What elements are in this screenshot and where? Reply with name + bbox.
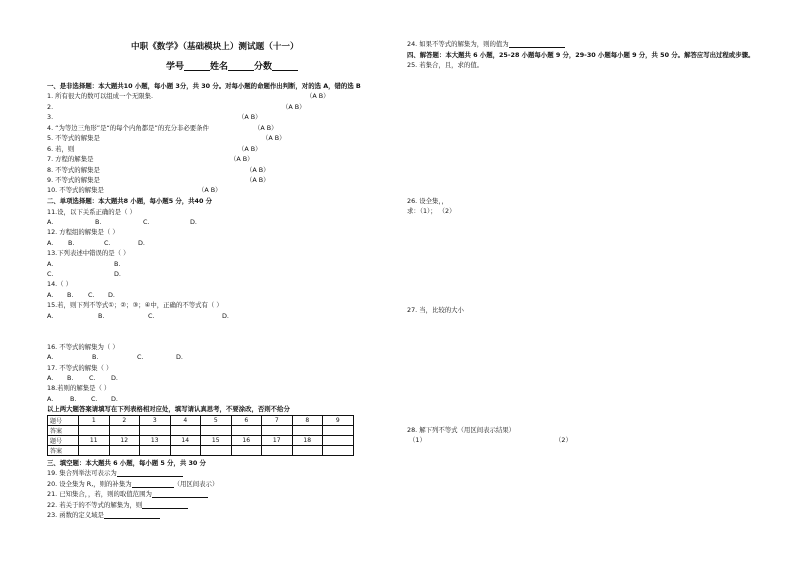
- answer-cell[interactable]: [79, 426, 110, 436]
- answer-table: [47, 415, 354, 456]
- question-11-option-d: D.: [190, 218, 197, 226]
- table-row: [48, 426, 354, 436]
- question-23: [47, 511, 160, 519]
- question-6: 6. 若，则: [47, 145, 75, 153]
- answer-cell[interactable]: [262, 426, 293, 436]
- question-28: 28. 解下列不等式（用区间表示结果）: [407, 426, 516, 434]
- question-26-line1: 26. 设全集，，: [407, 197, 448, 205]
- answer-cell[interactable]: [262, 446, 293, 456]
- question-5: 5. 不等式的解集是: [47, 134, 100, 142]
- student-no-blank[interactable]: [184, 63, 210, 71]
- table-row: [48, 416, 354, 426]
- table-cell: 1: [79, 416, 110, 426]
- question-19: [47, 469, 183, 477]
- table-cell: 3: [140, 416, 171, 426]
- question-21: [47, 490, 208, 498]
- question-15-option-b: B.: [98, 312, 105, 320]
- answer-cell[interactable]: [170, 426, 201, 436]
- answer-cell[interactable]: [292, 446, 323, 456]
- question-4: 4. “为等边三角形”是“的每个内角都是”的充分非必要条件: [47, 124, 209, 132]
- question-19-text: 19. 集合列举法可表示为: [47, 469, 117, 477]
- table-cell: [323, 436, 354, 446]
- question-14-option-a: A.: [47, 291, 54, 299]
- question-13-option-a: A.: [47, 260, 54, 268]
- question-7: 7. 方程的解集是: [47, 155, 94, 163]
- question-15: 15.若，则下列不等式①；②；③；④中，正确的不等式有（ ）: [47, 301, 223, 309]
- question-6-choice: （A B）: [238, 145, 262, 153]
- question-19-blank[interactable]: [117, 469, 183, 477]
- question-17-option-c: C.: [89, 374, 96, 382]
- answer-cell[interactable]: [140, 426, 171, 436]
- question-11-option-c: C.: [143, 218, 150, 226]
- section3-heading: 三、填空题：本大题共 6 小题，每小题 5 分，共 30 分: [47, 459, 206, 467]
- table-cell: 8: [292, 416, 323, 426]
- question-17-option-b: B.: [67, 374, 74, 382]
- question-18-option-b: B.: [70, 395, 77, 403]
- section2-heading: 二、单项选择题：本大题共8 小题，每小题5 分，共40 分: [47, 197, 213, 205]
- question-12-option-a: A.: [47, 239, 54, 247]
- student-name-label: 姓名: [210, 62, 229, 72]
- table-cell: 13: [140, 436, 171, 446]
- question-4-choice: （A B）: [254, 124, 278, 132]
- question-28-part2: （2）: [555, 436, 572, 444]
- question-13-option-c: C.: [47, 270, 54, 278]
- question-7-choice: （A B）: [230, 155, 254, 163]
- question-3: 3.: [47, 113, 54, 121]
- question-20-tail: （用区间表示）: [173, 480, 219, 488]
- question-11-option-b: B.: [95, 218, 102, 226]
- question-16-option-a: A.: [47, 353, 54, 361]
- answer-cell[interactable]: [231, 426, 262, 436]
- table-row-label: 答案: [48, 426, 79, 436]
- question-16-option-d: D.: [176, 353, 183, 361]
- question-24-blank[interactable]: [509, 40, 565, 48]
- answer-cell[interactable]: [201, 426, 232, 436]
- question-13-option-d: D.: [114, 270, 121, 278]
- question-11-option-a: A.: [47, 218, 54, 226]
- table-cell: 6: [231, 416, 262, 426]
- question-26-line2: 求：（1）； （2）: [407, 207, 456, 215]
- question-10: 10. 不等式的解集是: [47, 186, 104, 194]
- table-cell: 15: [201, 436, 232, 446]
- question-14-option-c: C.: [88, 291, 95, 299]
- question-12-option-d: D.: [138, 239, 145, 247]
- question-24: [407, 40, 565, 48]
- question-15-option-d: D.: [222, 312, 229, 320]
- question-8: 8. 不等式的解集是: [47, 166, 100, 174]
- question-15-option-c: C.: [148, 312, 155, 320]
- question-17-option-d: D.: [111, 374, 118, 382]
- table-cell: 9: [323, 416, 354, 426]
- table-cell: 17: [262, 436, 293, 446]
- question-23-blank[interactable]: [104, 511, 160, 519]
- question-16-option-b: B.: [92, 353, 99, 361]
- question-1-choice: （A B）: [306, 92, 330, 100]
- section4-heading: 四、解答题：本大题共 6 小题，25-28 小题每小题 9 分，29-30 小题每小题 9 分，共 50 分。解答应写出过程或步骤。: [407, 51, 755, 59]
- table-cell: 5: [201, 416, 232, 426]
- question-28-part1: （1）: [409, 436, 426, 444]
- question-20-blank[interactable]: [132, 480, 174, 488]
- question-14-option-d: D.: [108, 291, 115, 299]
- answer-cell[interactable]: [231, 446, 262, 456]
- question-12: 12. 方程组的解集是（ ）: [47, 228, 119, 236]
- answer-table-note: 以上两大题答案请填写在下列表格相对应处，填写请认真思考，不要涂改，否则不给分: [47, 405, 290, 413]
- answer-cell[interactable]: [170, 446, 201, 456]
- student-score-label: 分数: [254, 62, 273, 72]
- answer-cell[interactable]: [292, 426, 323, 436]
- question-18-option-d: D.: [111, 395, 118, 403]
- table-cell: 12: [109, 436, 140, 446]
- question-13: 13.下列表述中错误的是（ ）: [47, 249, 130, 257]
- question-18: 18.若则的解集是（ ）: [47, 384, 111, 392]
- question-20-text: 20. 设全集为 R,，则的补集为: [47, 480, 132, 488]
- question-21-text: 21. 已知集合，，若，则的取值范围为: [47, 490, 152, 498]
- table-cell: 14: [170, 436, 201, 446]
- answer-cell[interactable]: [201, 446, 232, 456]
- question-22-blank[interactable]: [142, 501, 188, 509]
- question-18-option-c: C.: [91, 395, 98, 403]
- table-row: [48, 446, 354, 456]
- section1-heading: 一、是非选择题：本大题共10 小题，每小题 3分，共 30 分。对每小题的命题作出判断，对的选 A，错的选 B: [47, 82, 361, 90]
- table-row: [48, 436, 354, 446]
- table-row-label: 题号: [48, 416, 79, 426]
- question-25: 25. 若集合，且，求的值。: [407, 61, 484, 69]
- exam-title: 中职《数学》（基础模块上）测试题（十一）: [131, 42, 299, 52]
- question-17-option-a: A.: [47, 374, 54, 382]
- question-14-option-b: B.: [67, 291, 74, 299]
- table-cell: 4: [170, 416, 201, 426]
- question-11: 11.设，以下关系正确的是（ ）: [47, 208, 136, 216]
- answer-cell[interactable]: [140, 446, 171, 456]
- question-20: [47, 480, 218, 488]
- question-13-option-b: B.: [114, 260, 121, 268]
- student-info-line: [166, 63, 298, 71]
- question-24-text: 24. 如果不等式的解集为，则的值为: [407, 40, 509, 48]
- table-row-label: 题号: [48, 436, 79, 446]
- question-16: 16. 不等式的解集为（ ）: [47, 343, 119, 351]
- table-cell: 7: [262, 416, 293, 426]
- question-16-option-c: C.: [137, 353, 144, 361]
- question-23-text: 23. 函数的定义域是: [47, 511, 104, 519]
- answer-cell[interactable]: [109, 446, 140, 456]
- answer-cell[interactable]: [323, 446, 354, 456]
- question-9: 9. 不等式的解集是: [47, 176, 100, 184]
- table-cell: 16: [231, 436, 262, 446]
- question-2-choice: （A B）: [282, 103, 306, 111]
- question-10-choice: （A B）: [198, 186, 222, 194]
- question-12-option-b: B.: [68, 239, 75, 247]
- question-14: 14.（ ）: [47, 280, 72, 288]
- question-3-choice: （A B）: [238, 113, 262, 121]
- question-9-choice: （A B）: [246, 176, 270, 184]
- question-27: 27. 当，比较的大小: [407, 306, 464, 314]
- answer-cell[interactable]: [323, 426, 354, 436]
- question-15-option-a: A.: [47, 312, 54, 320]
- question-12-option-c: C.: [104, 239, 111, 247]
- question-1: 1. 所有很大的数可以组成一个无限集.: [47, 92, 154, 100]
- answer-cell[interactable]: [109, 426, 140, 436]
- answer-cell[interactable]: [79, 446, 110, 456]
- question-21-blank[interactable]: [152, 490, 208, 498]
- table-row-label: 答案: [48, 446, 79, 456]
- question-5-choice: （A B）: [262, 134, 286, 142]
- table-cell: 18: [292, 436, 323, 446]
- table-cell: 11: [79, 436, 110, 446]
- student-name-blank[interactable]: [228, 63, 254, 71]
- question-18-option-a: A.: [47, 395, 54, 403]
- table-cell: 2: [109, 416, 140, 426]
- question-22: [47, 501, 188, 509]
- question-22-text: 22. 若关于的不等式的解集为，则: [47, 501, 143, 509]
- question-8-choice: （A B）: [246, 166, 270, 174]
- student-no-label: 学号: [166, 62, 185, 72]
- student-score-blank[interactable]: [272, 63, 298, 71]
- question-17: 17. 不等式的解集（ ）: [47, 364, 113, 372]
- question-2: 2.: [47, 103, 54, 111]
